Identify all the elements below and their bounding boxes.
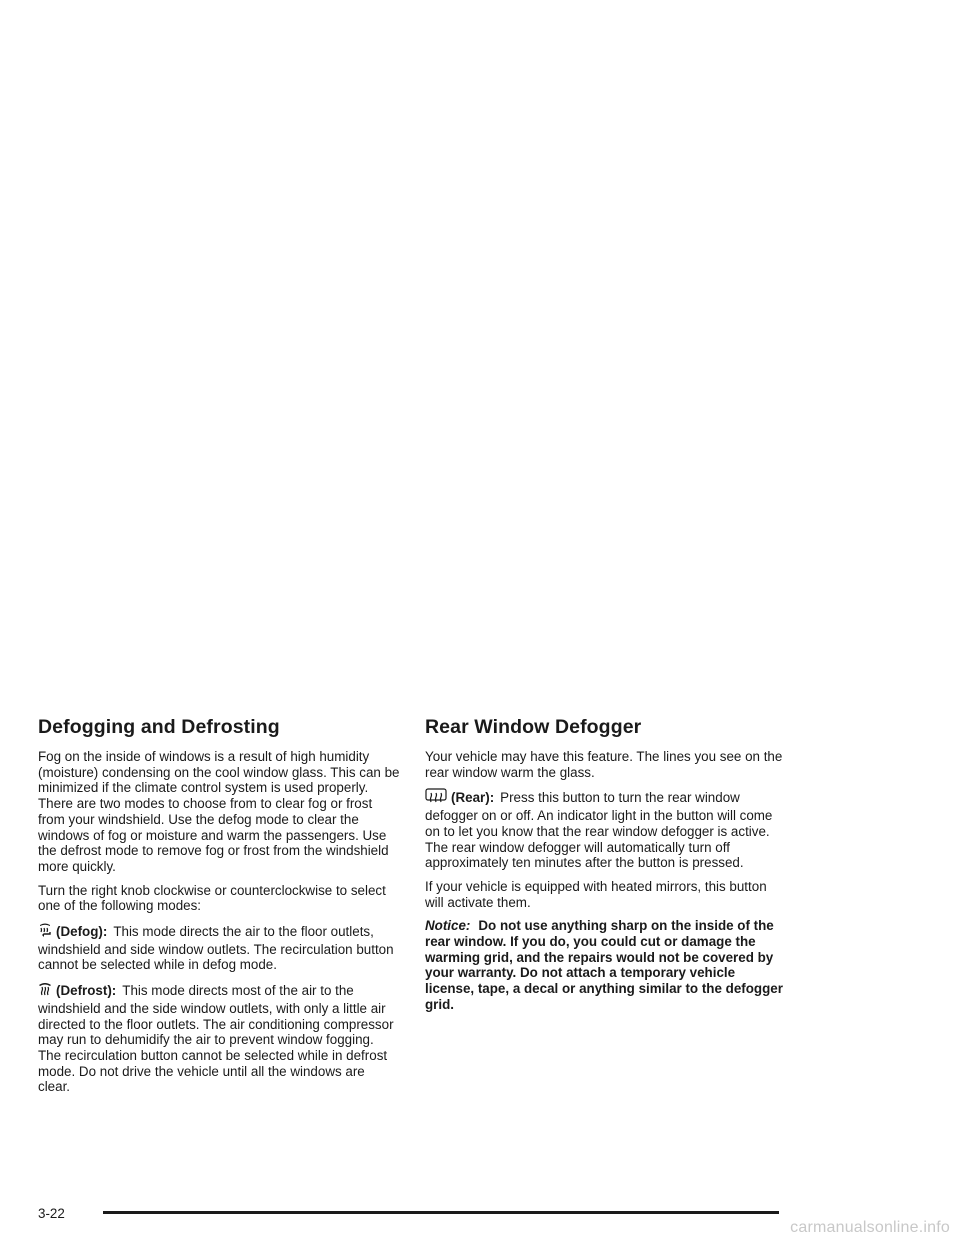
notice-label: Notice: <box>425 918 471 934</box>
defog-mode-paragraph <box>38 922 400 973</box>
section-title-defogging: Defogging and Defrosting <box>38 716 280 738</box>
rear-mode-paragraph <box>425 788 787 871</box>
defrost-mode-paragraph <box>38 981 400 1095</box>
notice-paragraph <box>425 918 787 1012</box>
right-column <box>425 716 787 1021</box>
footer-rule <box>103 1211 779 1214</box>
section-title-rear-defogger: Rear Window Defogger <box>425 716 642 738</box>
defrost-icon <box>38 981 52 1001</box>
heated-mirrors-paragraph: If your vehicle is equipped with heated mirrors, this button will activate them. <box>425 878 767 910</box>
rear-description: Press this button to turn the rear window defogger on or off. An indicator light in the button will come on to let you know that the rear window defogger is active. The rear window defogger will automatically turn off approximately ten minutes after the button is pressed. <box>425 790 773 871</box>
knob-instruction: Turn the right knob clockwise or counterclockwise to select one of the following modes: <box>38 882 386 914</box>
rear-intro-paragraph: Your vehicle may have this feature. The lines you see on the rear window warm the glass. <box>425 749 783 780</box>
intro-paragraph: Fog on the inside of windows is a result of high humidity (moisture) condensing on the cool window glass. This can be minimized if the climate control system is used properly. There are two modes to choose from to clear fog or frost from your windshield. Use the defog mode to clear the windows of fog or moisture and warm the passengers. Use the defrost mode to remove fog or frost from the windshield more quickly. <box>38 749 400 874</box>
defog-term: (Defog): <box>56 924 108 940</box>
defog-description: This mode directs the air to the floor outlets, windshield and side window outlets. The recirculation button cannot be selected while in defog mode. <box>38 924 394 973</box>
watermark: carmanualsonline.info <box>790 1219 950 1236</box>
left-column <box>38 716 400 1103</box>
defrost-term: (Defrost): <box>56 983 117 999</box>
defrost-description: This mode directs most of the air to the windshield and the side window outlets, with only a little air directed to the floor outlets. The air conditioning compressor may run to dehumidify the air to prevent window fogging. The recirculation button cannot be selected while in defrost mode. Do not drive the vehicle until all the windows are clear. <box>38 983 394 1095</box>
notice-text: Do not use anything sharp on the inside of the rear window. If you do, you could cut or damage the warming grid, and the repairs would not be covered by your warranty. Do not attach a temporary vehicle license, tape, a decal or anything similar to the defogger grid. <box>425 918 783 1012</box>
rear-defog-icon <box>425 788 447 808</box>
defog-icon <box>38 922 52 942</box>
page-number: 3-22 <box>38 1206 65 1221</box>
rear-term: (Rear): <box>451 790 495 806</box>
